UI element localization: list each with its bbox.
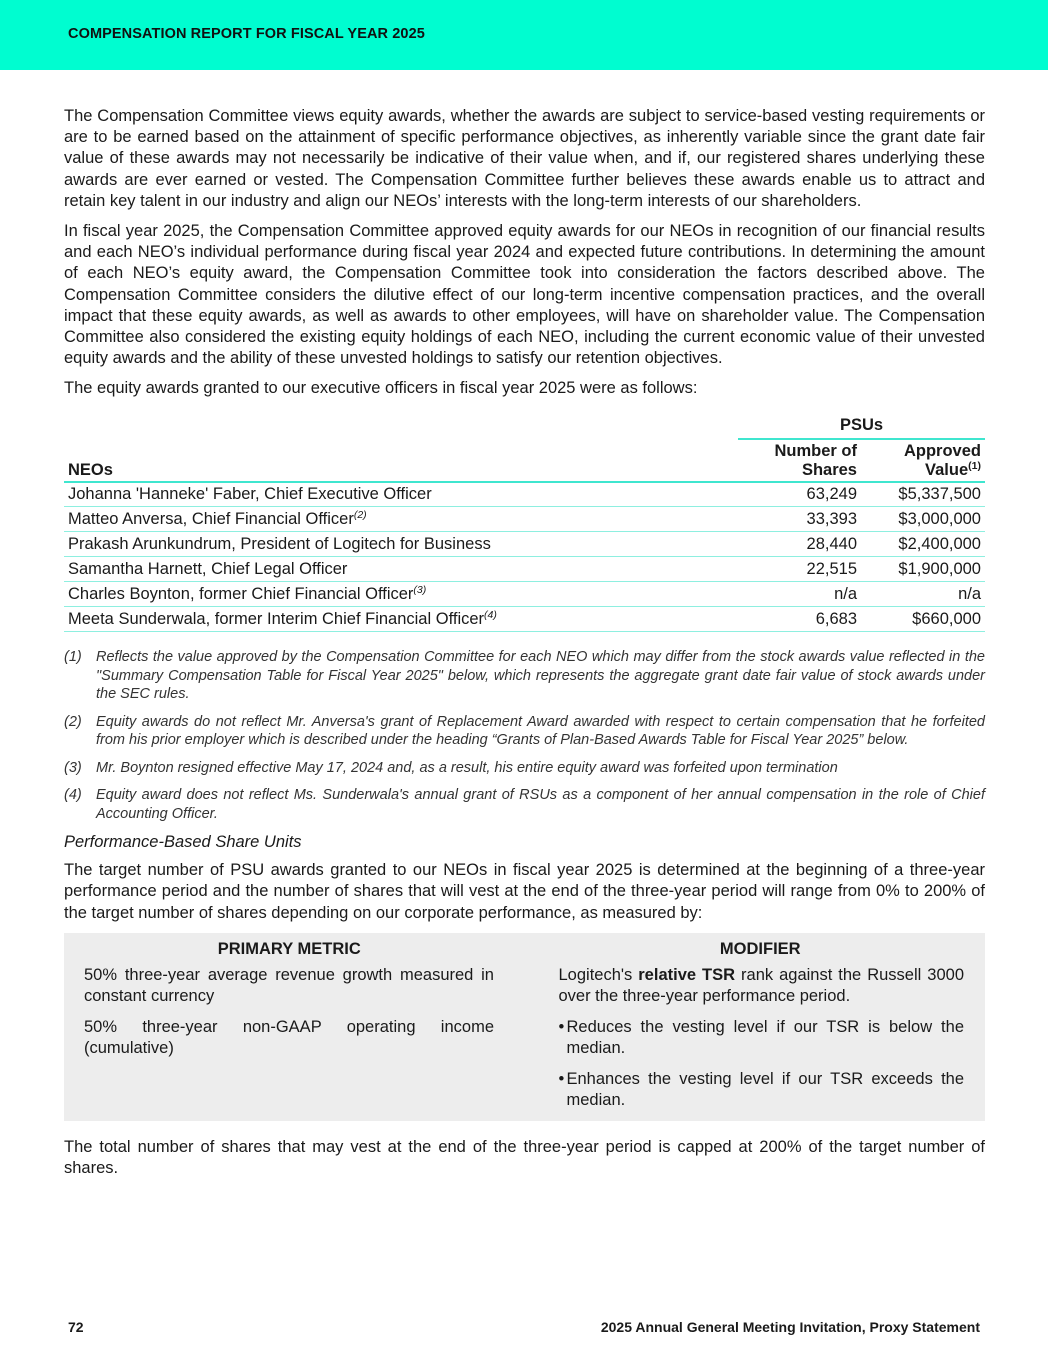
approved-value: $1,900,000 [861,557,985,582]
number-of-shares: 28,440 [738,532,861,557]
table-row [64,532,985,557]
column-header-number-of-shares [738,439,861,482]
page-number: 72 [68,1319,84,1335]
footnote-item [64,786,985,823]
footnote-ref: (2) [353,508,367,521]
footnote-mark: (1) [64,649,82,666]
table-footnotes [64,648,985,823]
modifier-emphasis: relative TSR [638,965,736,984]
approved-value: $5,337,500 [861,482,985,507]
column-header-approved-value [861,439,985,482]
page-content [64,106,985,1188]
column-header-value-line1: Approved [903,441,981,460]
footnote-text: Reflects the value approved by the Compensation Committee for each NEO which may differ from the stock awards value reflected in the "Summary Compensation Table for Fiscal Year 2025" below, which represents the aggregate grant date fair value of stock awards under the SEC rules. [96,649,985,703]
neo-name [64,607,738,632]
number-of-shares: 6,683 [738,607,861,632]
number-of-shares: 33,393 [738,507,861,532]
bullet-icon: • [558,1069,565,1088]
approved-value: $2,400,000 [861,532,985,557]
footnote-text: Equity award does not reflect Ms. Sunderwala's annual grant of RSUs as a component of her annual compensation in the role of Chief Accounting Officer. [96,787,985,822]
footnote-text: Equity awards do not reflect Mr. Anversa's grant of Replacement Award awarded with respect to certain compensation that he forfeited from his prior employer which is described under the heading “Grants of Plan-Based Awards Table for Fiscal Year 2025” below. [96,713,985,749]
neo-name-text: Matteo Anversa, Chief Financial Officer [68,509,354,528]
neo-name-text: Johanna 'Hanneke' Faber, Chief Executive Officer [68,484,432,503]
neo-name-text: Meeta Sunderwala, former Interim Chief Financial Officer [68,609,485,628]
modifier-heading: MODIFIER [719,939,801,958]
paragraph-fiscal-2025-awards: In fiscal year 2025, the Compensation Committee approved equity awards for our NEOs in recognition of our financial results and each NEO’s individual performance during fiscal year 2024 and expected future contributions. In determining the amount of each NEO’s equity award, the Compensation Committee took into consideration the factors described above. The Compensation Committee considers the dilutive effect of our long-term incentive compensation practices, and the overall impact that these equity awards, as well as awards to other employees, will have on shareholder value. The Compensation Committee also considered the existing equity holdings of each NEO, including the current economic value of their unvested equity awards and the ability of these unvested holdings to satisfy our retention objectives. [64,222,985,368]
neo-name [64,557,738,582]
modifier-bullet [557,1017,965,1059]
neo-name [64,507,738,532]
number-of-shares: 63,249 [738,482,861,507]
modifier-text: Logitech's [558,965,639,984]
psu-cap-paragraph: The total number of shares that may vest at the end of the three-year period is capped at 200% of the target number of shares. [64,1137,985,1177]
equity-awards-table [64,413,985,633]
footnote-ref: (3) [413,583,427,596]
table-row [64,582,985,607]
footnote-ref: (1) [968,459,981,472]
table-row [64,507,985,532]
header-band [0,0,1048,70]
footnote-mark: (4) [64,787,82,804]
footnote-mark: (3) [64,759,82,776]
primary-metric-item: 50% three-year non-GAAP operating income (cumulative) [84,1017,494,1057]
footnote-item [64,648,985,704]
primary-metric-column [64,939,525,1111]
paragraph-table-intro: The equity awards granted to our executive officers in fiscal year 2025 were as follows: [64,379,698,398]
neo-name-text: Prakash Arunkundrum, President of Logitech for Business [68,534,491,553]
modifier-description [557,965,965,1007]
modifier-bullet [557,1069,965,1111]
table-group-header-row [64,413,985,439]
empty-header-cell [64,413,738,439]
neo-name-text: Samantha Harnett, Chief Legal Officer [68,559,348,578]
psus-group-header: PSUs [738,413,985,439]
footnote-ref: (4) [484,608,497,621]
document-title: 2025 Annual General Meeting Invitation, Proxy Statement [600,1319,980,1335]
modifier-text: rank against the Russell 3000 over the three-year performance period. [558,965,965,1005]
neo-name-text: Charles Boynton, former Chief Financial Officer [68,584,414,603]
psu-section-heading: Performance-Based Share Units [64,833,302,852]
modifier-column [525,939,986,1111]
footnote-item [64,713,985,750]
psu-metrics-box [64,933,985,1121]
number-of-shares: 22,515 [738,557,861,582]
approved-value: n/a [861,582,985,607]
column-header-neos: NEOs [64,439,738,482]
table-row [64,557,985,582]
neo-name [64,482,738,507]
column-header-shares-line1: Number of [774,441,857,460]
primary-metric-heading: PRIMARY METRIC [217,939,361,958]
approved-value: $660,000 [861,607,985,632]
neo-name [64,532,738,557]
footnote-text: Mr. Boynton resigned effective May 17, 2024 and, as a result, his entire equity award was forfeited upon termination [96,759,838,776]
psu-intro-paragraph: The target number of PSU awards granted to our NEOs in fiscal year 2025 is determined at the beginning of a three-year performance period and the number of shares that will vest at the end of the three-year period will range from 0% to 200% of the target number of shares depending on our corporate performance, as measured by: [64,861,985,922]
neo-name [64,582,738,607]
bullet-text: Enhances the vesting level if our TSR exceeds the median. [566,1069,964,1109]
bullet-text: Reduces the vesting level if our TSR is below the median. [566,1017,964,1057]
footnote-item [64,759,985,778]
approved-value: $3,000,000 [861,507,985,532]
footnote-mark: (2) [64,713,82,730]
paragraph-equity-awards-view: The Compensation Committee views equity awards, whether the awards are subject to service-based vesting requirements or are to be earned based on the attainment of specific performance objectives, as inherently variable since the grant date fair value of these awards may not necessarily be indicative of their value when, and if, our registered shares underlying these awards are ever earned or vested. The Compensation Committee further believes these awards enable us to attract and retain key talent in our industry and align our NEOs’ interests with the long-term interests of our shareholders. [64,107,985,210]
column-header-value-line2: Value [925,460,969,479]
column-header-shares-line2: Shares [801,460,857,479]
bullet-icon: • [558,1017,565,1036]
number-of-shares: n/a [738,582,861,607]
primary-metric-item: 50% three-year average revenue growth measured in constant currency [84,965,494,1005]
table-column-header-row [64,439,985,482]
section-title: COMPENSATION REPORT FOR FISCAL YEAR 2025 [68,26,425,42]
table-row [64,482,985,507]
table-row [64,607,985,632]
